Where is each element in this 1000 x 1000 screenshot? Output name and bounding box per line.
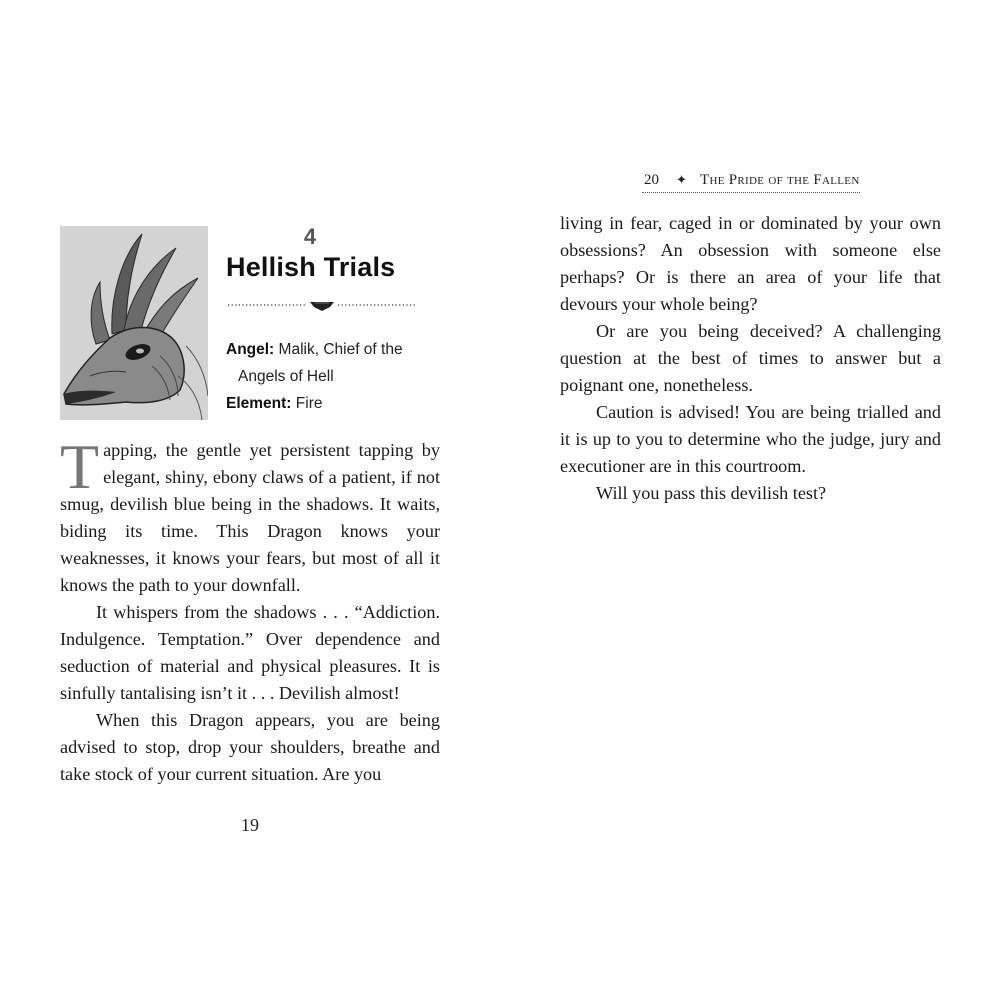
running-head-page-number: 20 (644, 172, 659, 188)
angel-value: Malik, Chief of the (278, 341, 403, 358)
page-number: 19 (241, 815, 259, 835)
angel-line (226, 341, 403, 359)
left-body-text (60, 431, 440, 788)
ornament-divider (226, 298, 418, 312)
paragraph: It whispers from the shadows . . . “Addiction. Indulgence. Temptation.” Over dependence and seduction of material and physical pleasures. It is sinfully tantalising isn’t it . . . Devilish almost! (60, 602, 440, 703)
paragraph: Or are you being deceived? A challenging question at the best of times to answer but a poignant one, nonetheless. (560, 321, 941, 395)
dragon-illustration (60, 226, 208, 420)
chapter-title: Hellish Trials (226, 252, 396, 282)
paragraph-text: apping, the gentle yet persistent tapping by elegant, shiny, ebony claws of a patient, if not smug, devilish blue being in the shadows. It waits, biding its time. This Dragon knows your weaknesses, it knows your fears, but most of all it knows the path to your downfall. (60, 440, 440, 595)
element-label: Element: (226, 395, 292, 412)
paragraph: When this Dragon appears, you are being advised to stop, drop your shoulders, breathe and take stock of your current situation. Are you (60, 710, 440, 784)
right-body-text (560, 210, 941, 507)
paragraph: Will you pass this devilish test? (596, 483, 827, 503)
paragraph (60, 431, 440, 599)
element-line (226, 395, 322, 413)
angel-value-continued: Angels of Hell (238, 368, 334, 385)
paragraph: living in fear, caged in or dominated by your own obsessions? An obsession with someone else perhaps? Or is there an area of your life that devours your whole being? (560, 213, 941, 314)
star-separator-icon: ✦ (676, 172, 687, 187)
right-page (500, 0, 1000, 1000)
element-value: Fire (295, 395, 323, 412)
running-head (642, 172, 860, 193)
chapter-number: 4 (303, 224, 317, 249)
angel-label: Angel: (226, 341, 275, 358)
paragraph: Caution is advised! You are being trialled and it is up to you to determine who the judge, jury and executioner are in this courtroom. (560, 402, 941, 476)
running-head-title: The Pride of the Fallen (700, 172, 860, 188)
drop-cap: T (60, 431, 100, 502)
